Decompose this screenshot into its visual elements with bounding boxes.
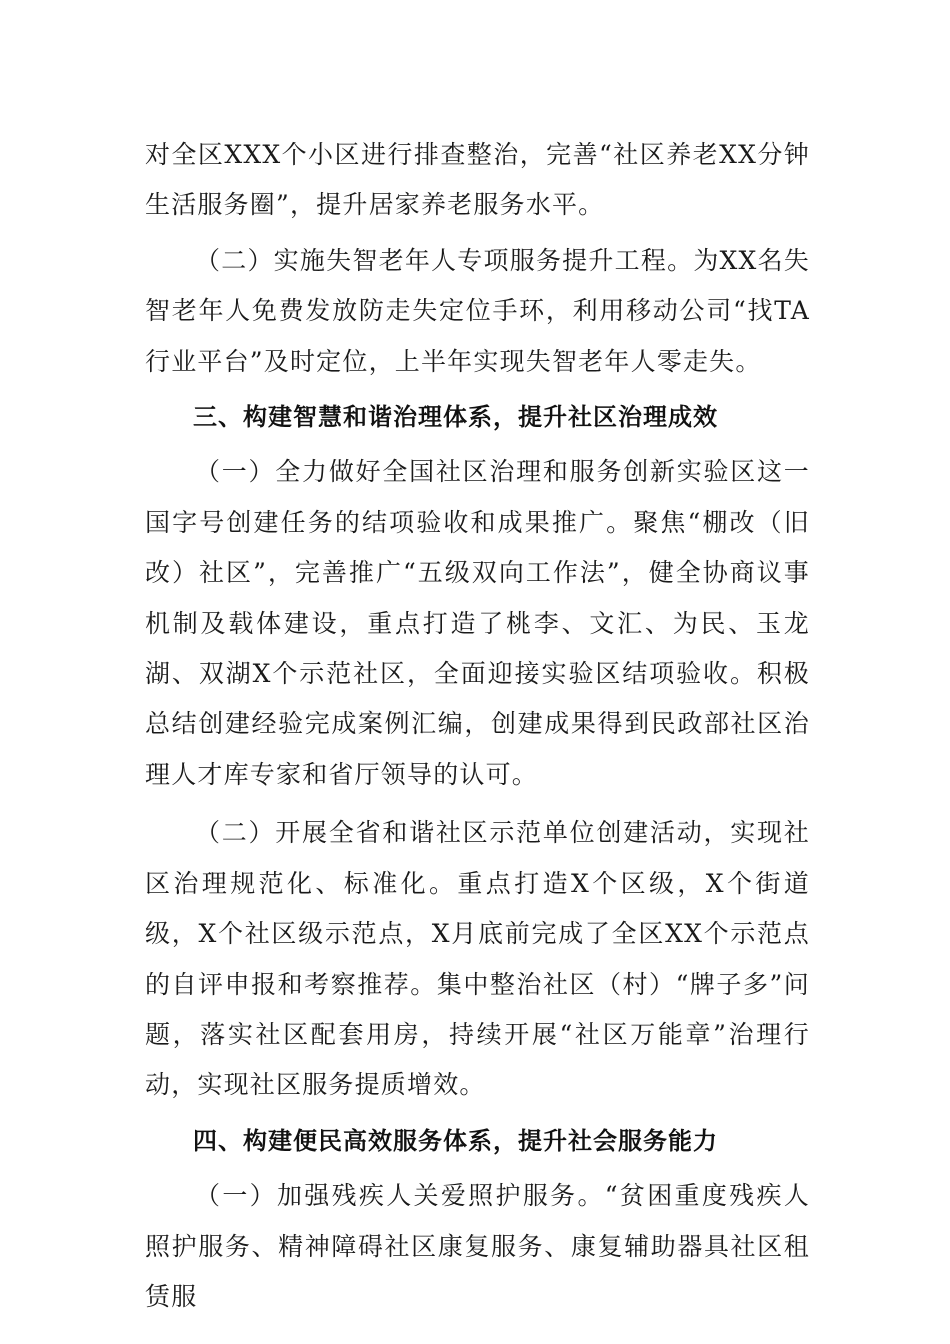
- paragraph-disability-care: （一）加强残疾人关爱照护服务。“贫困重度残疾人照护服务、精神障碍社区康复服务、康复辅助器具社区租赁服: [145, 1181, 810, 1311]
- paragraph-dementia-service: （二）实施失智老年人专项服务提升工程。为XX名失智老年人免费发放防走失定位手环，利用移动公司“找TA行业平台”及时定位，上半年实现失智老年人零走失。: [145, 245, 810, 376]
- paragraph-harmonious-community: （二）开展全省和谐社区示范单位创建活动，实现社区治理规范化、标准化。重点打造X个区级，X个街道级，X个社区级示范点，X月底前完成了全区XX个示范点的自评申报和考察推荐。集中整治社区（村）“牌子多”问题，落实社区配套用房，持续开展“社区万能章”治理行动，实现社区服务提质增效。: [145, 818, 810, 1100]
- paragraph-continuation: 对全区XXX个小区进行排查整治，完善“社区养老XX分钟生活服务圈”，提升居家养老服务水平。: [145, 140, 811, 220]
- section-heading-4: 四、构建便民高效服务体系，提升社会服务能力: [193, 1126, 718, 1155]
- document-body: [145, 130, 810, 1322]
- section-heading-3: 三、构建智慧和谐治理体系，提升社区治理成效: [193, 403, 718, 432]
- paragraph-governance-pilot: （一）全力做好全国社区治理和服务创新实验区这一国字号创建任务的结项验收和成果推广。聚焦“棚改（旧改）社区”，完善推广“五级双向工作法”，健全协商议事机制及载体建设，重点打造了桃李、文汇、为民、玉龙湖、双湖X个示范社区，全面迎接实验区结项验收。积极总结创建经验完成案例汇编，创建成果得到民政部社区治理人才库专家和省厅领导的认可。: [145, 457, 810, 789]
